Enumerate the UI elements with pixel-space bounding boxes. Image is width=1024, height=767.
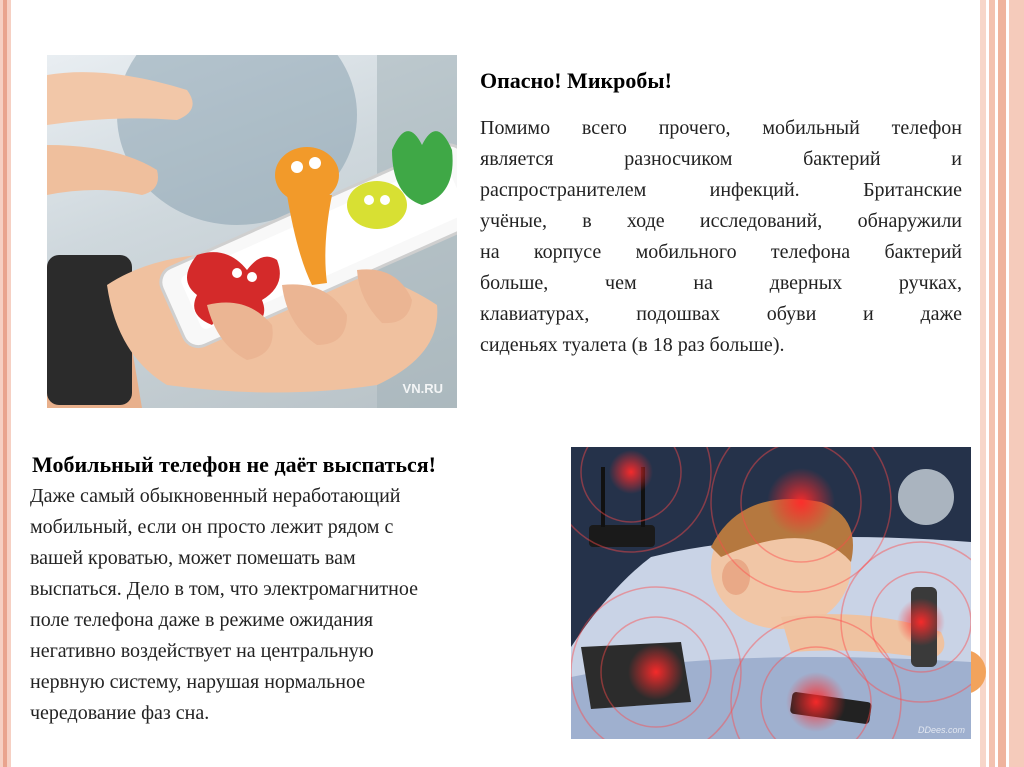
section1-paragraph — [480, 113, 962, 361]
paragraph-line: учёные, в ходе исследований, обнаружили — [480, 210, 962, 232]
paragraph-line: поле телефона даже в режиме ожидания — [30, 609, 374, 631]
paragraph-line: является разносчиком бактерий и — [480, 148, 962, 170]
section2-title: Мобильный телефон не даёт выспаться! — [32, 452, 437, 477]
right-frame-border — [980, 0, 1024, 767]
paragraph-line: Даже самый обыкновенный неработающий — [30, 485, 401, 507]
paragraph-line: выспаться. Дело в том, что электромагнитное — [30, 578, 418, 600]
phone-germs-illustration — [47, 55, 457, 408]
section2-paragraph — [30, 481, 560, 729]
phone-germs-image — [47, 55, 457, 408]
paragraph-line: вашей кроватью, может помешать вам — [30, 547, 356, 569]
sleeping-child-image — [571, 447, 971, 739]
paragraph-line: Помимо всего прочего, мобильный телефон — [480, 117, 962, 139]
image-watermark: VN.RU — [402, 381, 443, 396]
paragraph-line: нервную систему, нарушая нормальное — [30, 671, 366, 693]
paragraph-line: клавиатурах, подошвах обуви и даже — [480, 303, 962, 325]
paragraph-line: негативно воздействует на центральную — [30, 640, 374, 662]
sleeping-child-illustration — [571, 447, 971, 739]
paragraph-line: распространителем инфекций. Британские — [480, 179, 962, 201]
left-frame-border — [0, 0, 11, 767]
paragraph-line: чередование фаз сна. — [30, 702, 210, 724]
paragraph-line: больше, чем на дверных ручках, — [480, 272, 962, 294]
paragraph-line: сиденьях туалета (в 18 раз больше). — [480, 334, 785, 356]
section1-title: Опасно! Микробы! — [480, 68, 672, 93]
paragraph-line: мобильный, если он просто лежит рядом с — [30, 516, 394, 538]
left-frame-stripe — [3, 0, 7, 767]
image-watermark: DDees.com — [917, 725, 965, 735]
paragraph-line: на корпусе мобильного телефона бактерий — [480, 241, 962, 263]
